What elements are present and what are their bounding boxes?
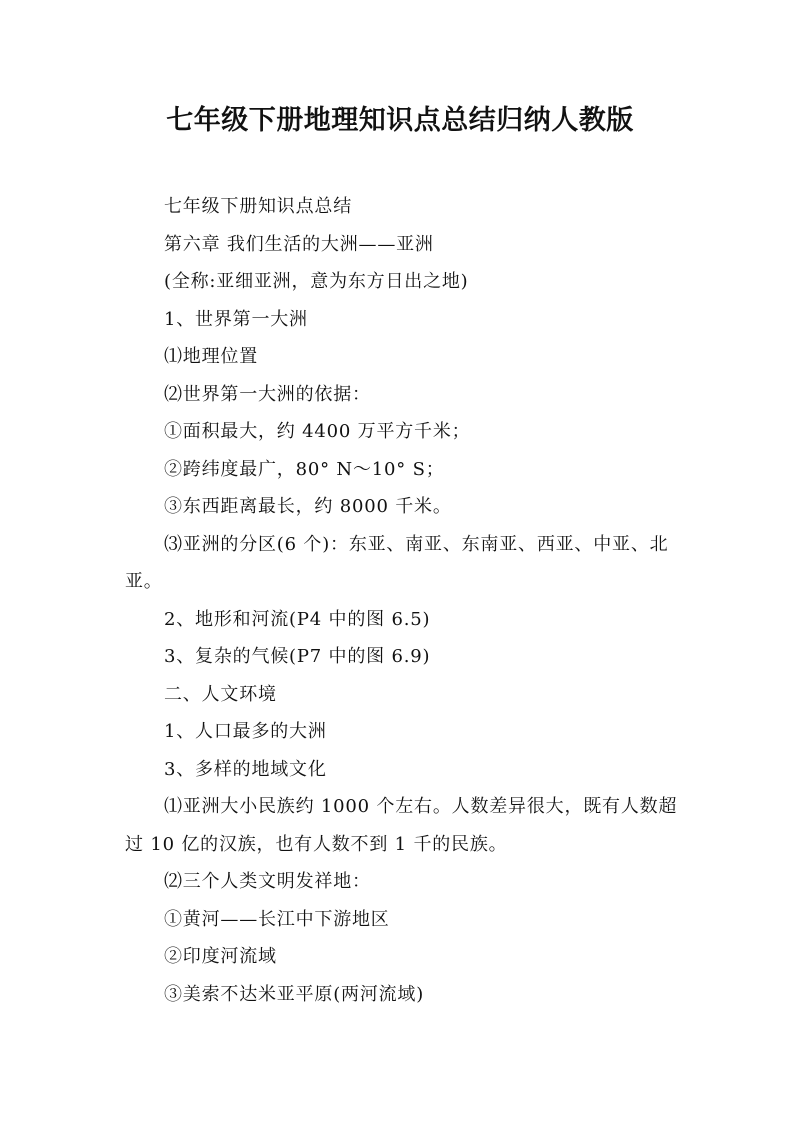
paragraph: ②印度河流域 bbox=[164, 946, 277, 967]
paragraph: ①面积最大，约 4400 万平方千米； bbox=[164, 421, 471, 442]
document-body bbox=[125, 188, 685, 1013]
paragraph: ⑵世界第一大洲的依据： bbox=[164, 383, 371, 405]
paragraph: 1、人口最多的大洲 bbox=[164, 721, 327, 742]
paragraph: 七年级下册知识点总结 bbox=[164, 196, 352, 217]
paragraph: 2、地形和河流(P4 中的图 6.5) bbox=[164, 608, 431, 630]
paragraph: 第六章 我们生活的大洲——亚洲 bbox=[164, 233, 434, 255]
paragraph: ②跨纬度最广，80° N～10° S； bbox=[164, 458, 445, 480]
paragraph: 3、多样的地域文化 bbox=[164, 758, 327, 780]
paragraph: 二、人文环境 bbox=[164, 683, 277, 705]
paragraph: ①黄河——长江中下游地区 bbox=[164, 908, 390, 930]
paragraph: ③东西距离最长，约 8000 千米。 bbox=[164, 496, 452, 517]
paragraph: ⑴地理位置 bbox=[164, 346, 258, 367]
paragraph: ③美索不达米亚平原(两河流域) bbox=[164, 983, 425, 1005]
paragraph: (全称:亚细亚洲，意为东方日出之地) bbox=[164, 271, 469, 292]
paragraph: 1、世界第一大洲 bbox=[164, 308, 308, 330]
paragraph: 3、复杂的气候(P7 中的图 6.9) bbox=[164, 646, 431, 667]
paragraph: ⑶亚洲的分区(6 个)：东亚、南亚、东南亚、西亚、中亚、北亚。 bbox=[125, 533, 669, 592]
paragraph: ⑴亚洲大小民族约 1000 个左右。人数差异很大，既有人数超过 10 亿的汉族，也有人数不到 1 千的民族。 bbox=[125, 796, 678, 855]
document-title: 七年级下册地理知识点总结归纳人教版 bbox=[166, 105, 634, 136]
paragraph: ⑵三个人类文明发祥地： bbox=[164, 871, 371, 892]
